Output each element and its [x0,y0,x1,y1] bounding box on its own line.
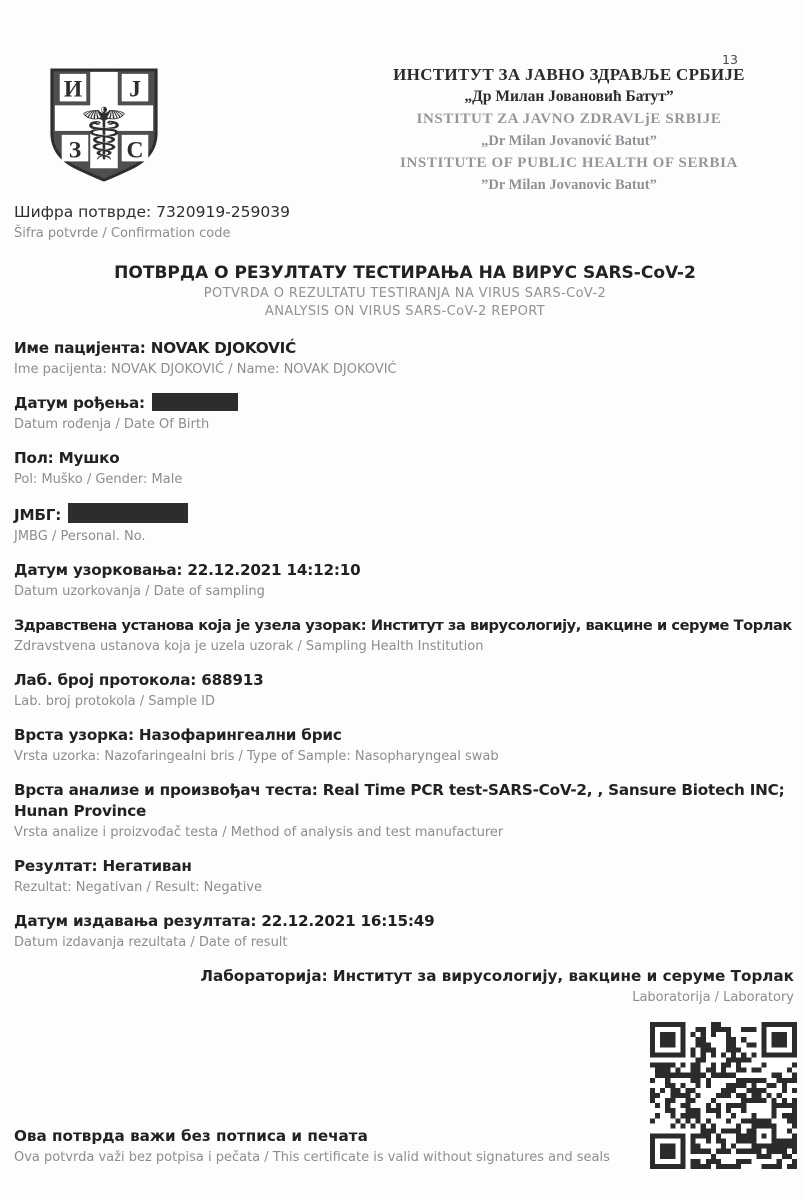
laboratory-block [14,966,796,1006]
caduceus-icon: ☤ [79,92,129,178]
field-translation: Vrsta analize i proizvođač testa / Method of analysis and test manufacturer [14,825,504,840]
redaction-box [68,503,188,523]
field-translation: Datum uzorkovanja / Date of sampling [14,584,265,599]
field-label: Датум рођења: [14,393,796,414]
shield-cross-caduceus-icon [45,64,163,186]
field-row [14,725,796,765]
institute-name-cyrillic: ИНСТИТУТ ЗА ЈАВНО ЗДРАВЉЕ СРБИЈЕ [393,65,745,84]
page-number: 13 [722,52,738,67]
field-row [14,393,796,433]
logo-letter-s: С [126,137,144,164]
field-label: Име пацијента: NOVAK DJOKOVIĆ [14,339,297,357]
confirmation-code-translation: Šifra potvrde / Confirmation code [14,226,231,241]
field-label: Здравствена установа која је узела узорак: Институт за вирусологију, вакцине и серуме Торлак [14,617,792,634]
field-row [14,780,796,841]
field-row [14,503,796,545]
confirmation-code: Шифра потврде: 7320919-259039 [14,203,290,221]
laboratory-name: Лабораторија: Институт за вирусологију, вакцине и серуме Торлак [200,967,794,985]
field-label: Резултат: Негативан [14,857,192,875]
field-label: Врста узорка: Назофарингеални брис [14,726,342,744]
field-label: Датум издавања резултата: 22.12.2021 16:15:49 [14,912,435,930]
field-row [14,338,796,378]
document-title-block [14,261,796,321]
logo-letter-j: Ј [129,76,141,103]
field-label: Датум узорковања: 22.12.2021 14:12:10 [14,561,361,579]
field-translation: Rezultat: Negativan / Result: Negative [14,880,263,895]
institute-logo [45,64,163,186]
field-translation: Datum izdavanja rezultata / Date of result [14,935,288,950]
confirmation-code-block [14,202,796,242]
field-row [14,560,796,600]
institute-subname-cyrillic: „Др Милан Јовановић Батут” [464,88,674,105]
field-translation: Lab. broj protokola / Sample ID [14,694,216,709]
redaction-box [152,393,238,411]
field-row [14,670,796,710]
logo-letter-i: И [63,76,83,103]
letterhead [338,64,800,196]
validity-note-block [14,1126,714,1166]
field-label: ЈМБГ: [14,503,796,526]
document-title-latin: POTVRDA O REZULTATU TESTIRANJA NA VIRUS SARS-CoV-2 [203,286,607,301]
field-label: Врста анализе и произвођач теста: Real Time PCR test-SARS-CoV-2, , Sansure Biotech INC; Hunan Province [14,781,785,820]
field-translation: JMBG / Personal. No. [14,529,146,544]
field-translation: Datum rođenja / Date Of Birth [14,417,210,432]
field-translation: Zdravstvena ustanova koja je uzela uzorak / Sampling Health Institution [14,639,484,654]
validity-note-translation: Ova potvrda važi bez potpisa i pečata / This certificate is valid without signatures and seals [14,1150,610,1165]
institute-name-english: INSTITUTE OF PUBLIC HEALTH OF SERBIA [400,155,738,171]
institute-subname-english: ”Dr Milan Jovanovic Batut” [481,177,657,193]
fields-list [14,338,796,951]
field-row [14,615,796,655]
validity-note: Ова потврда важи без потписа и печата [14,1127,368,1145]
logo-letter-z: З [68,137,82,164]
field-row [14,856,796,896]
document-title-english: ANALYSIS ON VIRUS SARS-CoV-2 REPORT [264,304,546,319]
field-row [14,448,796,488]
field-row [14,911,796,951]
certificate-body [14,202,796,1006]
laboratory-translation: Laboratorija / Laboratory [632,990,794,1005]
document-title: ПОТВРДА О РЕЗУЛТАТУ ТЕСТИРАЊА НА ВИРУС SARS-CoV-2 [114,263,696,283]
institute-subname-latin: „Dr Milan Jovanović Batut” [481,133,657,149]
field-translation: Vrsta uzorka: Nazofaringealni bris / Type of Sample: Nasopharyngeal swab [14,749,499,764]
field-translation: Ime pacijenta: NOVAK DJOKOVIĆ / Name: NOVAK DJOKOVIĆ [14,362,397,377]
institute-name-latin: INSTITUT ZA JAVNO ZDRAVLjE SRBIJE [416,111,722,127]
field-label: Пол: Мушко [14,449,120,467]
field-translation: Pol: Muško / Gender: Male [14,472,183,487]
field-label: Лаб. број протокола: 688913 [14,671,264,689]
